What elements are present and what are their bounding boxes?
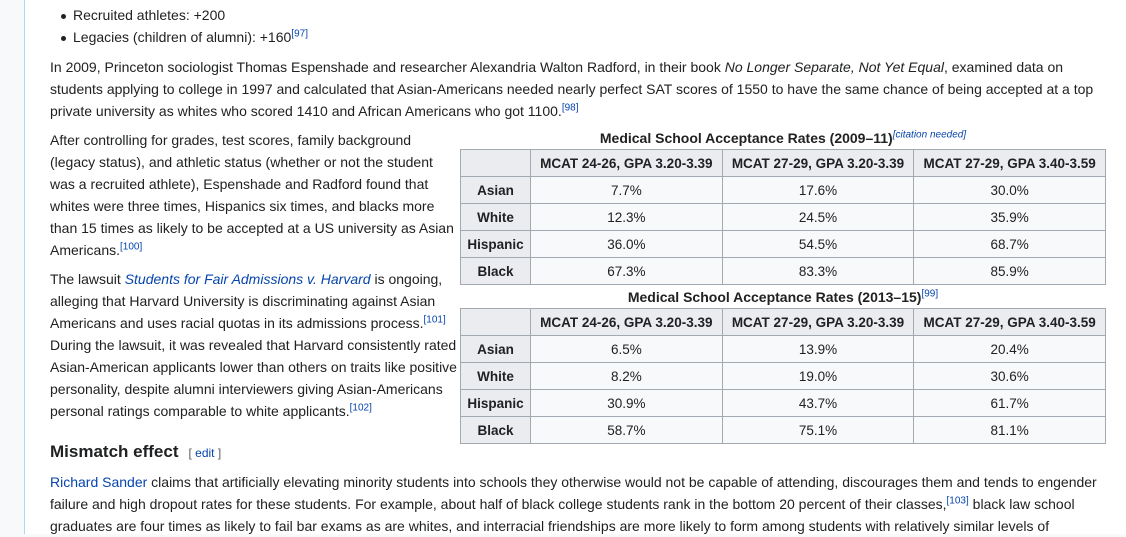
table-row [461, 231, 1106, 258]
section-heading [50, 441, 221, 464]
row-header: Hispanic [461, 231, 531, 258]
paragraph-espenshade [50, 56, 1100, 122]
citation-needed-link[interactable]: [citation needed] [892, 129, 967, 141]
row-header: Black [461, 258, 531, 285]
corner-cell [461, 150, 531, 177]
row-header: Black [461, 417, 531, 444]
section-title: Mismatch effect [50, 442, 179, 461]
text-run: In 2009, Princeton sociologist Thomas Espenshade and researcher Alexandria Walton Radford, in their book [50, 59, 725, 75]
row-header: White [461, 363, 531, 390]
caption-text: Medical School Acceptance Rates (2013–15) [627, 289, 922, 305]
table-cell: 54.5% [722, 231, 914, 258]
row-header: Hispanic [461, 390, 531, 417]
text-run: After controlling for grades, test scores, family background (legacy status), and athletic status (whether or not the student was a recruited athlete), Espenshade and Radford found that whites were three times, Hispanics six times, and blacks more than 15 times as likely to be accepted at a US university as Asian Americans. [50, 132, 454, 258]
table-cell: 30.0% [914, 177, 1106, 204]
column-header: MCAT 27-29, GPA 3.40-3.59 [914, 150, 1106, 177]
text-run: The lawsuit [50, 271, 125, 287]
table-row [461, 258, 1106, 285]
citation-link[interactable]: [97] [291, 28, 308, 40]
table-row [461, 417, 1106, 444]
citation-link[interactable]: [103] [946, 495, 969, 507]
table-cell: 81.1% [914, 417, 1106, 444]
table-row [461, 390, 1106, 417]
table-cell: 30.6% [914, 363, 1106, 390]
article-content [24, 0, 1126, 534]
column-header: MCAT 27-29, GPA 3.20-3.39 [722, 150, 914, 177]
table-caption [460, 286, 1106, 308]
table-cell: 85.9% [914, 258, 1106, 285]
corner-cell [461, 309, 531, 336]
table-row [461, 363, 1106, 390]
row-header: Asian [461, 177, 531, 204]
table-cell: 13.9% [722, 336, 914, 363]
column-header: MCAT 27-29, GPA 3.40-3.59 [914, 309, 1106, 336]
table-cell: 35.9% [914, 204, 1106, 231]
row-header: White [461, 204, 531, 231]
table-cell: 6.5% [531, 336, 723, 363]
table-cell: 12.3% [531, 204, 723, 231]
table-header-row [461, 150, 1106, 177]
table-cell: 30.9% [531, 390, 723, 417]
table-cell: 68.7% [914, 231, 1106, 258]
table-cell: 8.2% [531, 363, 723, 390]
paragraph-mismatch [50, 471, 1102, 537]
text-run: is ongoing, alleging that Harvard University is discriminating against Asian Americans and uses racial quotas in its admissions process. [50, 271, 443, 331]
column-header: MCAT 24-26, GPA 3.20-3.39 [531, 150, 723, 177]
table-cell: 61.7% [914, 390, 1106, 417]
text-run: claims that artificially elevating minority students into schools they otherwise would not be capable of attending, discourages them and tends to engender failure and high dropout rates for these students. For example, about half of black college students rank in the bottom 20 percent of their classes, [50, 474, 1097, 512]
table-header-row [461, 309, 1106, 336]
book-title: No Longer Separate, Not Yet Equal [724, 59, 944, 75]
edit-section [188, 446, 221, 460]
list-item [51, 4, 451, 26]
text-run: , examined data on students applying to college in 1997 and calculated that Asian-Americans needed nearly perfect SAT scores of 1550 to have the same chance of being accepted at a top private university as whites who scored 1410 and African Americans who got 1100. [50, 59, 1094, 119]
table-cell: 17.6% [722, 177, 914, 204]
column-header: MCAT 27-29, GPA 3.20-3.39 [722, 309, 914, 336]
bullet-text: Legacies (children of alumni): +160 [73, 29, 292, 45]
text-run: During the lawsuit, it was revealed that Harvard consistently rated Asian-American applicants lower than others on traits like positive personality, despite alumni interviewers giving Asian-Americans personal ratings comparable to white applicants. [50, 337, 457, 419]
citation-link[interactable]: [102] [349, 402, 372, 414]
table-row [461, 336, 1106, 363]
table-caption [460, 127, 1106, 149]
table-cell: 20.4% [914, 336, 1106, 363]
table-cell: 24.5% [722, 204, 914, 231]
table-row [461, 177, 1106, 204]
column-header: MCAT 24-26, GPA 3.20-3.39 [531, 309, 723, 336]
row-header: Asian [461, 336, 531, 363]
data-table [460, 149, 1106, 285]
table-cell: 67.3% [531, 258, 723, 285]
bullet-text: Recruited athletes: +200 [73, 7, 226, 23]
paragraph-controlling [50, 129, 456, 261]
caption-text: Medical School Acceptance Rates (2009–11) [599, 130, 893, 146]
table-cell: 58.7% [531, 417, 723, 444]
acceptance-table-2009 [460, 127, 1106, 285]
paragraph-lawsuit [50, 268, 458, 422]
list-item [51, 26, 451, 48]
table-row [461, 204, 1106, 231]
lawsuit-link[interactable]: Students for Fair Admissions v. Harvard [124, 271, 371, 287]
richard-sander-link[interactable]: Richard Sander [50, 474, 148, 490]
citation-link[interactable]: [101] [423, 314, 446, 326]
bracket: [ [188, 446, 196, 460]
text-run: black law school graduates are four times as likely to fail bar exams as are whites, and interracial friendships are more likely to form among students with relatively similar levels of [50, 496, 1075, 534]
data-table [460, 308, 1106, 444]
table-cell: 7.7% [531, 177, 723, 204]
citation-link[interactable]: [99] [921, 288, 939, 300]
bullet-list [51, 4, 451, 48]
table-cell: 75.1% [722, 417, 914, 444]
citation-link[interactable]: [100] [120, 241, 143, 253]
bracket: ] [214, 446, 222, 460]
table-cell: 43.7% [722, 390, 914, 417]
citation-link[interactable]: [98] [561, 102, 579, 114]
table-cell: 36.0% [531, 231, 723, 258]
edit-section-link[interactable]: edit [195, 446, 215, 460]
table-cell: 19.0% [722, 363, 914, 390]
acceptance-table-2013 [460, 286, 1106, 444]
table-cell: 83.3% [722, 258, 914, 285]
